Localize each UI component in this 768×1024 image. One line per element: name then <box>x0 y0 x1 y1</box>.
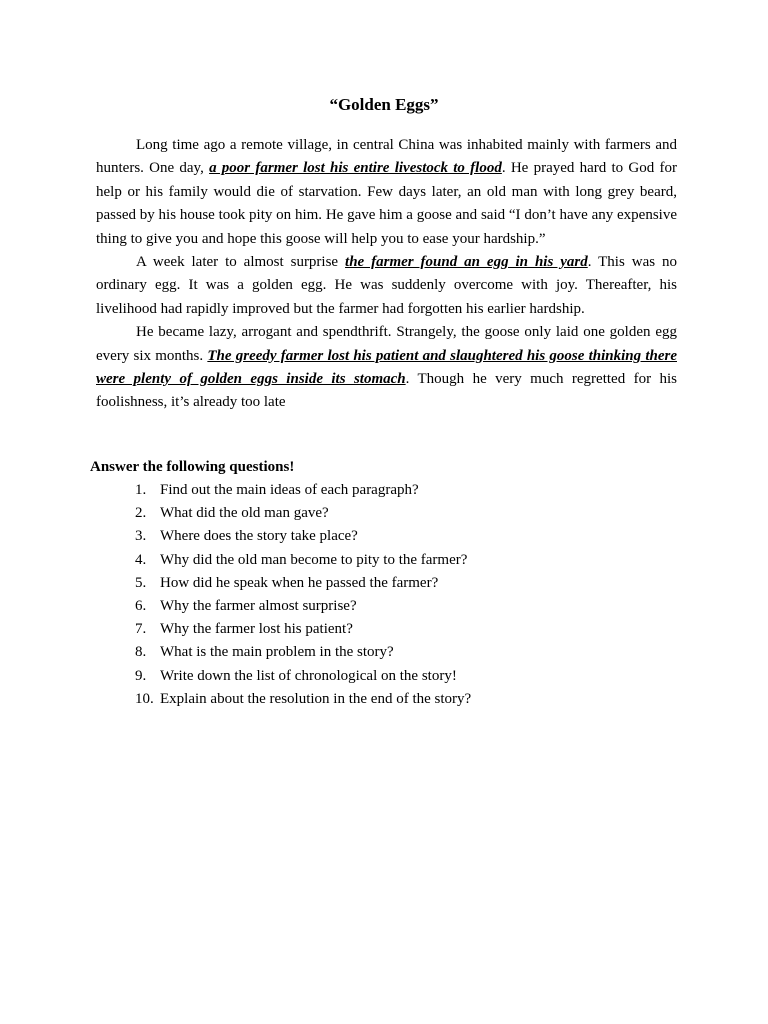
story-paragraph-2 <box>96 251 677 321</box>
question-number: 7. <box>135 621 147 638</box>
question-number: 9. <box>135 667 147 684</box>
paragraph-text: . He prayed hard to God for help or his family would die of starvation. Few days later, an old man with long grey beard, passed by his house took pity on him. He gave him a goose and said “I don’t have any expensive thing to give you and hope this goose will help you to ease your hardship.” <box>96 160 677 247</box>
question-number: 1. <box>135 482 147 498</box>
story-paragraph-3 <box>96 321 677 415</box>
highlighted-phrase: a poor farmer lost his entire livestock to flood <box>209 160 502 177</box>
paragraph-text: A week later to almost surprise <box>136 254 346 271</box>
list-item <box>135 618 471 641</box>
question-number: 6. <box>135 598 147 615</box>
question-number: 2. <box>135 505 147 522</box>
question-text: What is the main problem in the story? <box>160 644 394 661</box>
list-item <box>135 641 471 664</box>
question-text: Why did the old man become to pity to the farmer? <box>160 551 468 568</box>
document-title: “Golden Eggs” <box>329 95 439 114</box>
question-text: Explain about the resolution in the end of the story? <box>160 690 472 707</box>
question-text: How did he speak when he passed the farmer? <box>160 574 439 591</box>
question-number: 5. <box>135 574 147 591</box>
question-number: 10. <box>135 690 154 707</box>
list-item <box>135 572 471 595</box>
question-text: Write down the list of chronological on the story! <box>160 667 457 684</box>
question-text: Why the farmer almost surprise? <box>160 598 357 615</box>
question-text: Where does the story take place? <box>160 528 358 545</box>
questions-list <box>135 479 471 711</box>
story-body <box>96 134 677 415</box>
highlighted-phrase: The greedy farmer lost his patient and slaughtered his goose thinking there were plenty of golden eggs inside its stomach <box>96 347 677 388</box>
highlighted-phrase: the farmer found an egg in his yard <box>345 254 588 271</box>
list-item <box>135 479 471 502</box>
paragraph-text: Long time ago a remote village, in central China was inhabited mainly with farmers and hunters. One day, <box>96 137 677 177</box>
list-item <box>135 688 471 711</box>
paragraph-text: He became lazy, arrogant and spendthrift. Strangely, the goose only laid one golden egg every six months. <box>96 324 677 364</box>
list-item <box>135 502 471 525</box>
paragraph-text: . Though he very much regretted for his foolishness, it’s already too late <box>96 371 677 411</box>
question-number: 4. <box>135 551 147 568</box>
paragraph-text: . This was no ordinary egg. It was a golden egg. He was suddenly overcome with joy. Thereafter, his livelihood had rapidly improved but the farmer had forgotten his earlier hardship. <box>96 254 677 317</box>
list-item <box>135 595 471 618</box>
story-paragraph-1 <box>96 134 677 251</box>
question-text: What did the old man gave? <box>160 505 329 522</box>
question-number: 3. <box>135 528 147 545</box>
questions-heading: Answer the following questions! <box>90 459 295 475</box>
question-number: 8. <box>135 644 147 661</box>
question-text: Why the farmer lost his patient? <box>160 621 353 638</box>
list-item <box>135 665 471 688</box>
list-item <box>135 549 471 572</box>
list-item <box>135 525 471 548</box>
question-text: Find out the main ideas of each paragraph? <box>160 482 419 498</box>
